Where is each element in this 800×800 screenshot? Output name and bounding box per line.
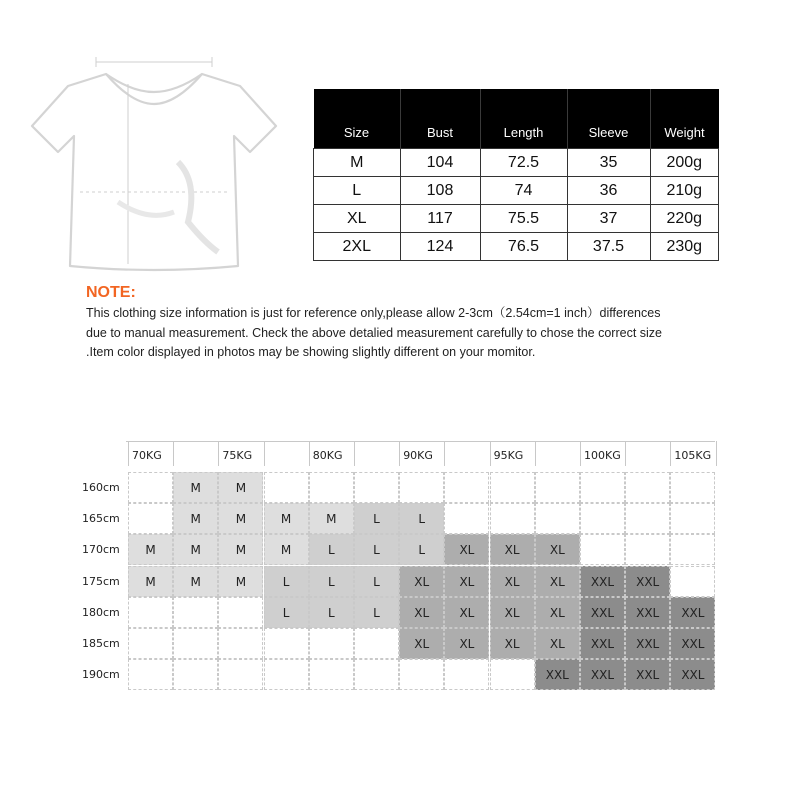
fit-cell: XL bbox=[490, 628, 535, 659]
fit-cell bbox=[399, 472, 444, 503]
chart-header-divider bbox=[354, 441, 355, 466]
fit-cell: L bbox=[309, 534, 354, 565]
fit-cell: M bbox=[218, 566, 263, 597]
chart-header-divider bbox=[490, 441, 491, 466]
fit-cell bbox=[670, 503, 715, 534]
fit-cell bbox=[444, 659, 489, 690]
chart-header-divider bbox=[173, 441, 174, 466]
fit-cell: L bbox=[354, 503, 399, 534]
fit-cell: M bbox=[173, 534, 218, 565]
fit-cell: L bbox=[264, 566, 309, 597]
fit-cell: XL bbox=[444, 628, 489, 659]
fit-cell: XXL bbox=[535, 659, 580, 690]
height-label: 190cm bbox=[82, 668, 120, 682]
fit-cell bbox=[173, 628, 218, 659]
cell-sleeve: 35 bbox=[567, 149, 650, 177]
fit-cell: XL bbox=[535, 628, 580, 659]
fit-cell bbox=[128, 472, 173, 503]
fit-cell bbox=[173, 659, 218, 690]
fit-cell: L bbox=[309, 597, 354, 628]
fit-cell: M bbox=[218, 503, 263, 534]
fit-cell bbox=[490, 659, 535, 690]
height-label: 165cm bbox=[82, 512, 120, 526]
cell-size: XL bbox=[314, 205, 401, 233]
note-line: .Item color displayed in photos may be showing slightly different on your momitor. bbox=[86, 345, 536, 359]
note-title: NOTE: bbox=[86, 284, 136, 301]
fit-cell: M bbox=[218, 472, 263, 503]
fit-cell: XXL bbox=[625, 659, 670, 690]
cell-bust: 104 bbox=[400, 149, 480, 177]
fit-cell: XXL bbox=[625, 628, 670, 659]
table-row bbox=[314, 233, 719, 261]
note-line: This clothing size information is just for reference only,please allow 2-3cm（2.54cm=1 inch）differences bbox=[86, 306, 661, 320]
cell-sleeve: 37.5 bbox=[567, 233, 650, 261]
table-row bbox=[314, 205, 719, 233]
chart-header-divider bbox=[218, 441, 219, 466]
table-row bbox=[314, 177, 719, 205]
cell-sleeve: 36 bbox=[567, 177, 650, 205]
fit-cell bbox=[444, 472, 489, 503]
header-sleeve: Sleeve bbox=[567, 89, 650, 149]
fit-cell: XXL bbox=[580, 597, 625, 628]
fit-cell: M bbox=[128, 534, 173, 565]
fit-cell: XL bbox=[490, 566, 535, 597]
fit-cell bbox=[309, 472, 354, 503]
fit-cell: M bbox=[128, 566, 173, 597]
note-text bbox=[86, 304, 776, 363]
fit-cell bbox=[670, 534, 715, 565]
weight-label: 105KG bbox=[674, 449, 712, 462]
fit-cell: L bbox=[309, 566, 354, 597]
chart-header-divider bbox=[309, 441, 310, 466]
fit-cell: M bbox=[309, 503, 354, 534]
table-row bbox=[314, 149, 719, 177]
fit-cell: XXL bbox=[670, 628, 715, 659]
fit-cell: XL bbox=[535, 566, 580, 597]
fit-cell: L bbox=[399, 534, 444, 565]
fit-cell bbox=[264, 659, 309, 690]
fit-cell: XXL bbox=[580, 659, 625, 690]
weight-label: 95KG bbox=[493, 449, 524, 462]
fit-cell bbox=[128, 503, 173, 534]
chart-header-divider bbox=[444, 441, 445, 466]
fit-cell: XXL bbox=[670, 597, 715, 628]
fit-cell bbox=[490, 472, 535, 503]
cell-length: 72.5 bbox=[480, 149, 567, 177]
fit-cell bbox=[580, 472, 625, 503]
fit-cell: M bbox=[173, 472, 218, 503]
weight-label: 100KG bbox=[584, 449, 621, 462]
fit-cell: M bbox=[173, 566, 218, 597]
fit-cell: L bbox=[399, 503, 444, 534]
chart-header-divider bbox=[128, 441, 129, 466]
fit-cell bbox=[264, 628, 309, 659]
chart-header-divider bbox=[580, 441, 581, 466]
fit-cell bbox=[128, 628, 173, 659]
fit-cell bbox=[218, 659, 263, 690]
fit-cell bbox=[625, 534, 670, 565]
note-line: due to manual measurement. Check the above detalied measurement carefully to chose the correct size bbox=[86, 325, 663, 340]
size-table-header-row bbox=[314, 89, 719, 149]
height-label: 170cm bbox=[82, 543, 120, 557]
cell-bust: 124 bbox=[400, 233, 480, 261]
cell-size: 2XL bbox=[314, 233, 401, 261]
fit-cell bbox=[535, 472, 580, 503]
weight-label: 70KG bbox=[132, 449, 162, 462]
fit-cell: M bbox=[173, 503, 218, 534]
fit-cell: XL bbox=[399, 597, 444, 628]
fit-cell: XL bbox=[399, 566, 444, 597]
fit-cell bbox=[128, 659, 173, 690]
cell-bust: 108 bbox=[400, 177, 480, 205]
fit-cell bbox=[354, 659, 399, 690]
header-weight: Weight bbox=[650, 89, 719, 149]
fit-cell bbox=[580, 534, 625, 565]
fit-cell: XL bbox=[490, 597, 535, 628]
fit-cell: XL bbox=[444, 597, 489, 628]
fit-cell bbox=[444, 503, 489, 534]
height-label: 180cm bbox=[82, 605, 120, 619]
fit-cell: L bbox=[354, 534, 399, 565]
fit-cell: L bbox=[354, 597, 399, 628]
fit-cell bbox=[535, 503, 580, 534]
fit-cell bbox=[670, 472, 715, 503]
cell-sleeve: 37 bbox=[567, 205, 650, 233]
cell-length: 75.5 bbox=[480, 205, 567, 233]
fit-cell bbox=[490, 503, 535, 534]
height-label: 185cm bbox=[82, 637, 120, 650]
fit-cell bbox=[309, 659, 354, 690]
header-size: Size bbox=[314, 89, 401, 149]
fit-cell: XXL bbox=[670, 659, 715, 690]
fit-cell bbox=[670, 566, 715, 597]
fit-cell bbox=[264, 472, 309, 503]
header-bust: Bust bbox=[400, 89, 480, 149]
fit-cell: XXL bbox=[625, 597, 670, 628]
fit-cell: XL bbox=[399, 628, 444, 659]
cell-length: 74 bbox=[480, 177, 567, 205]
chart-header-divider bbox=[716, 441, 717, 466]
size-table bbox=[313, 89, 719, 261]
cell-size: L bbox=[314, 177, 401, 205]
fit-cell: XL bbox=[535, 534, 580, 565]
cell-size: M bbox=[314, 149, 401, 177]
cell-weight: 230g bbox=[650, 233, 719, 261]
cell-weight: 200g bbox=[650, 149, 719, 177]
chart-header-divider bbox=[399, 441, 400, 466]
height-label: 175cm bbox=[82, 574, 120, 588]
cell-length: 76.5 bbox=[480, 233, 567, 261]
fit-cell bbox=[625, 503, 670, 534]
fit-cell: XL bbox=[490, 534, 535, 565]
tshirt-icon bbox=[28, 52, 280, 278]
fit-cell bbox=[580, 503, 625, 534]
fit-cell: M bbox=[264, 503, 309, 534]
fit-cell: XXL bbox=[625, 566, 670, 597]
fit-cell: M bbox=[218, 534, 263, 565]
chart-header-divider bbox=[670, 441, 671, 466]
fit-cell: XL bbox=[535, 597, 580, 628]
weight-label: 75KG bbox=[222, 449, 253, 462]
fit-cell bbox=[354, 472, 399, 503]
cell-bust: 117 bbox=[400, 205, 480, 233]
chart-header-divider bbox=[625, 441, 626, 466]
fit-cell: XXL bbox=[580, 566, 625, 597]
fit-cell bbox=[218, 628, 263, 659]
fit-cell: XL bbox=[444, 566, 489, 597]
weight-label: 80KG bbox=[312, 449, 343, 462]
fit-cell bbox=[354, 628, 399, 659]
fit-cell: XL bbox=[444, 534, 489, 565]
fit-cell bbox=[128, 597, 173, 628]
fit-cell bbox=[625, 472, 670, 503]
fit-cell: M bbox=[264, 534, 309, 565]
fit-cell bbox=[218, 597, 263, 628]
fit-cell: L bbox=[264, 597, 309, 628]
size-fit-chart bbox=[82, 441, 715, 693]
weight-label: 90KG bbox=[403, 449, 433, 462]
header-length: Length bbox=[480, 89, 567, 149]
chart-header-divider bbox=[535, 441, 536, 466]
fit-cell bbox=[173, 597, 218, 628]
fit-cell: L bbox=[354, 566, 399, 597]
chart-header-divider bbox=[264, 441, 265, 466]
cell-weight: 220g bbox=[650, 205, 719, 233]
fit-cell bbox=[399, 659, 444, 690]
cell-weight: 210g bbox=[650, 177, 719, 205]
fit-cell: XXL bbox=[580, 628, 625, 659]
height-label: 160cm bbox=[82, 481, 120, 494]
fit-cell bbox=[309, 628, 354, 659]
